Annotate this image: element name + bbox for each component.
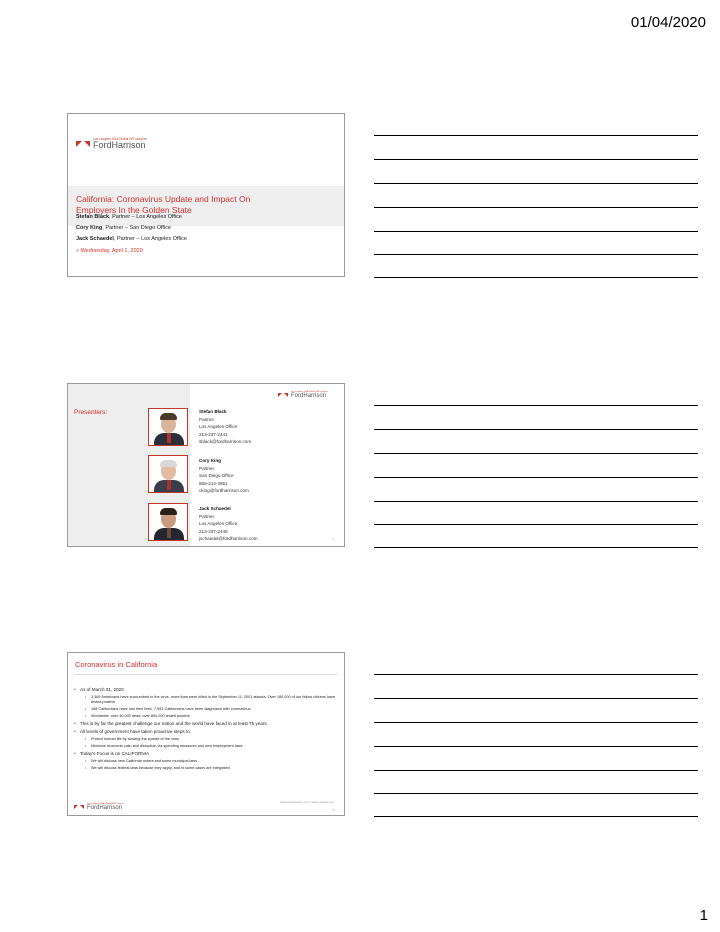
title-line-1: California: Coronavirus Update and Impact On <box>76 194 251 204</box>
title-line-2: Employers In the Golden State <box>76 205 192 215</box>
logo-marks-icon <box>74 805 84 809</box>
slide-title-text: Coronavirus in California <box>75 660 158 669</box>
presenters-label: Presenters: <box>74 409 108 416</box>
bullet-list <box>74 687 340 773</box>
bullet-item: • All levels of government have taken proactive steps to: <box>74 729 340 735</box>
slide-coronavirus <box>67 652 345 816</box>
bullet-item: • Protect human life by slowing the spread of the virus <box>74 737 340 742</box>
slide-number: 2 <box>332 537 334 541</box>
slide-number: 3 <box>332 808 334 812</box>
bullet-item: • We will discuss new California orders and some municipal laws <box>74 759 340 764</box>
logo-name: FordHarrison <box>291 393 327 400</box>
presenter-photo <box>148 455 188 493</box>
email-link[interactable]: jschaedel@fordharrison.com <box>199 536 258 542</box>
print-date: 01/04/2020 <box>630 14 706 31</box>
bullet-item: • This is by far the greatest challenge our nation and the world have faced in at least 75 years. <box>74 721 340 727</box>
logo-tagline: Los Lawyers USA Global HR Lawyers <box>291 391 328 393</box>
email-link[interactable]: cking@fordharrison.com <box>199 488 249 494</box>
fordharrison-logo <box>278 391 328 399</box>
bullet-item: • 3,369 Americans have succumbed to the virus, more than were killed in the September 11, 2001 attacks. Over 180,000 of our fellow citizens have tested positive <box>74 695 340 705</box>
bullet-item: • Minimize economic pain and disruption via spending measures and new employment laws. <box>74 744 340 749</box>
presenter-bio: Jack Schaedel Partner Los Angeles Office 213-237-2449 jschaedel@fordharrison.com <box>199 506 258 542</box>
title-divider <box>75 674 337 675</box>
fordharrison-logo <box>76 138 147 150</box>
bullet-item: • Today's Focus is on CALIFORNIA <box>74 751 340 757</box>
webinar-date: » Wednesday, April 1, 2020 <box>76 248 143 254</box>
footer-url: www.fordharrison.com | www.natlaw.com <box>279 800 334 804</box>
presenter-line: Stefan Black, Partner – Los Angeles Office <box>76 214 182 220</box>
bullet-item: • As of March 31, 2020 <box>74 687 340 693</box>
logo-name: FordHarrison <box>87 805 123 811</box>
presenter-photo <box>148 503 188 541</box>
bullet-item: • We will discuss federal laws because they apply, and in some cases are integrated <box>74 766 340 771</box>
presenter-bio: Cory King Partner San Diego Office 858-214-3951 cking@fordharrison.com <box>199 458 249 494</box>
logo-marks-icon <box>278 393 288 397</box>
page-number: 1 <box>699 907 708 924</box>
logo-marks-icon <box>76 141 90 147</box>
presenter-bio: Stefan Black Partner Los Angeles Office 213-237-2441 sblack@fordharrison.com <box>199 409 252 445</box>
fordharrison-logo <box>74 803 124 811</box>
presenter-photo <box>148 408 188 446</box>
presenter-line: Jack Schaedel, Partner – Los Angeles Office <box>76 236 187 242</box>
logo-tagline: Los Lawyers USA Global HR Lawyers <box>93 137 147 141</box>
slide-presenters <box>67 383 345 547</box>
bullet-item: • 158 Californians have lost their lives, 7,593 Californians have been diagnosed with coronavirus <box>74 707 340 712</box>
slide-title-text <box>76 194 276 216</box>
bullet-item: • Worldwide: over 40,000 dead, over 800,000 tested positive <box>74 714 340 719</box>
email-link[interactable]: sblack@fordharrison.com <box>199 439 252 445</box>
presenter-line: Cory King, Partner – San Diego Office <box>76 225 171 231</box>
logo-name: FordHarrison <box>93 140 146 151</box>
logo-tagline: Los Lawyers USA Global HR Lawyers <box>87 802 124 805</box>
slide-title <box>67 113 345 277</box>
